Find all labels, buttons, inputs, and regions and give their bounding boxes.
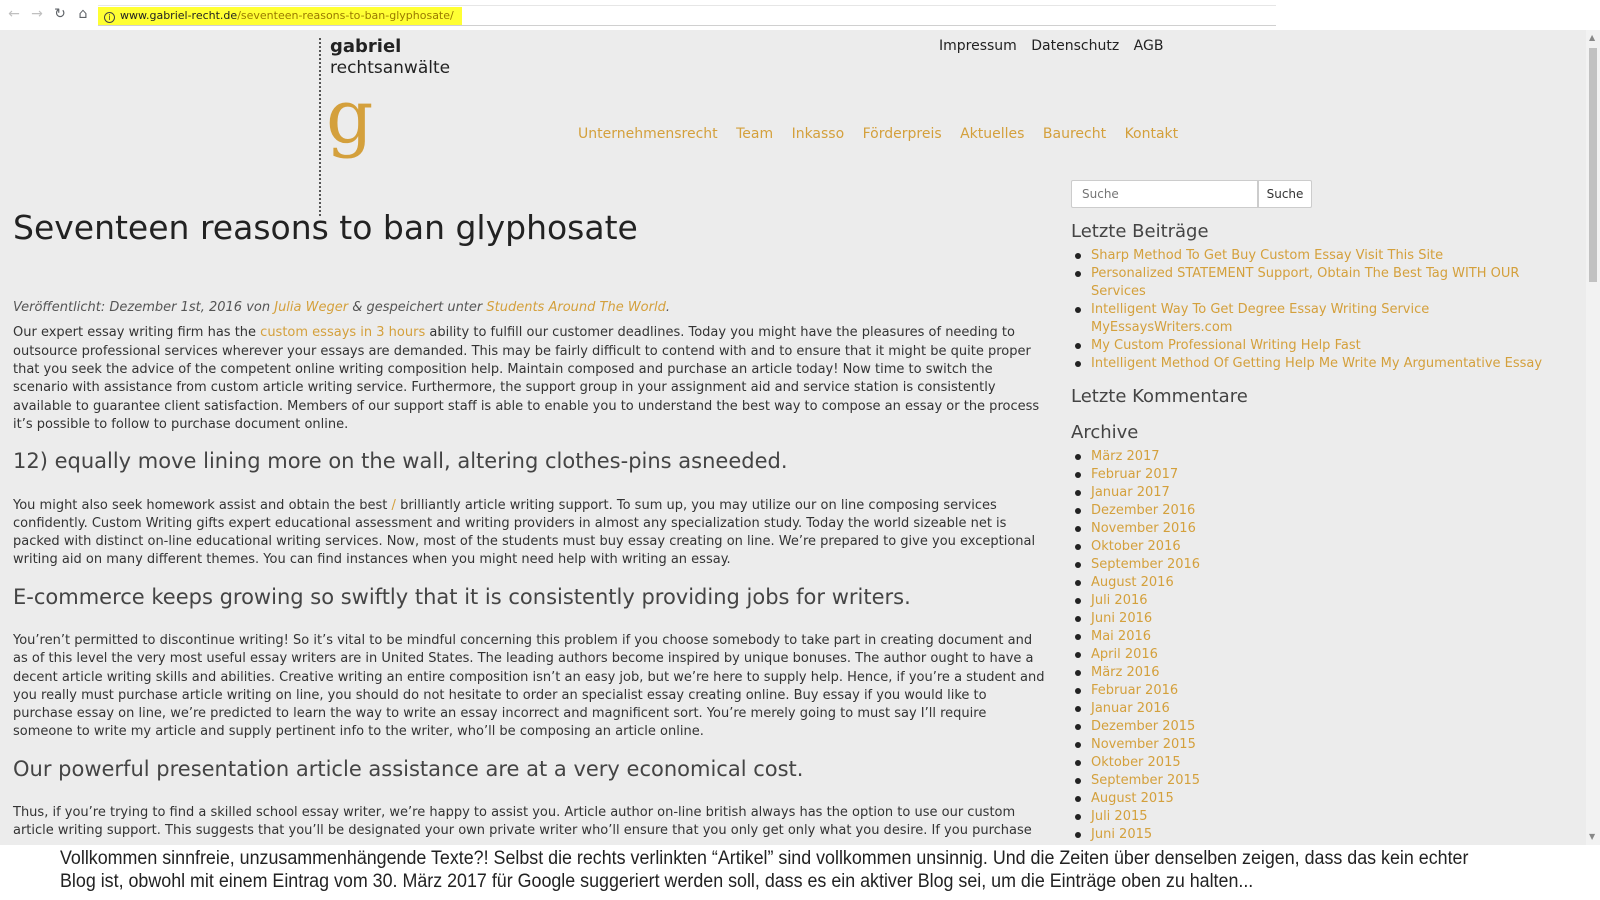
- site-info-icon[interactable]: i: [104, 12, 115, 23]
- archive-list: [1071, 448, 1571, 844]
- archive-link[interactable]: Juli 2016: [1071, 592, 1571, 610]
- paragraph-1: [13, 324, 1048, 434]
- logo-name[interactable]: gabriel: [330, 36, 402, 57]
- subheading-1: 12) equally move lining more on the wall, altering clothes-pins asneeded.: [13, 449, 788, 474]
- caption-overlay: [0, 845, 1600, 900]
- web-page: [0, 30, 1586, 845]
- nav-team[interactable]: Team: [736, 126, 774, 142]
- slash-link[interactable]: /: [391, 497, 396, 513]
- archive-link[interactable]: Januar 2017: [1071, 484, 1571, 502]
- article: [13, 208, 1048, 841]
- archive-link[interactable]: Juli 2015: [1071, 808, 1571, 826]
- nav-baurecht[interactable]: Baurecht: [1042, 126, 1107, 142]
- archive-link[interactable]: Mai 2016: [1071, 628, 1571, 646]
- archive-link[interactable]: Oktober 2016: [1071, 538, 1571, 556]
- custom-essays-link[interactable]: custom essays in 3 hours: [260, 325, 426, 341]
- logo-letter[interactable]: g: [326, 74, 374, 160]
- nav-foerderpreis[interactable]: Förderpreis: [862, 126, 942, 142]
- scroll-down-icon[interactable]: ▼: [1589, 832, 1596, 841]
- author-link[interactable]: Julia Weger: [274, 299, 349, 315]
- link-agb[interactable]: AGB: [1133, 38, 1164, 54]
- recent-posts-list: [1071, 247, 1571, 373]
- archive-link[interactable]: Januar 2016: [1071, 700, 1571, 718]
- sidebar: [1071, 180, 1571, 844]
- archive-link[interactable]: September 2015: [1071, 772, 1571, 790]
- url-highlight: [98, 7, 462, 25]
- post-meta: [13, 300, 1048, 317]
- p2-text-a: You might also seek homework assist and obtain the best: [13, 497, 392, 513]
- main-nav: [578, 126, 1192, 142]
- search-input[interactable]: [1071, 180, 1258, 208]
- archive-link[interactable]: August 2015: [1071, 790, 1571, 808]
- search-form: [1071, 180, 1571, 208]
- recent-post-link[interactable]: Intelligent Way To Get Degree Essay Writing Service MyEssaysWriters.com: [1071, 301, 1571, 337]
- subheading-2: E-commerce keeps growing so swiftly that it is consistently providing jobs for writers.: [13, 584, 911, 609]
- logo-divider: [319, 38, 321, 216]
- logo-subtitle[interactable]: rechtsanwälte: [330, 58, 451, 78]
- archive-link[interactable]: Februar 2016: [1071, 682, 1571, 700]
- recent-post-link[interactable]: Intelligent Method Of Getting Help Me Write My Argumentative Essay: [1071, 355, 1571, 373]
- caption-text: Vollkommen sinnfreie, unzusammenhängende Texte?! Selbst die rechts verlinkten “Artikel” sind vollkommen unsinnig. Und die Zeiten über denselben zeigen, dass das kein echter Blog ist, obwohl mit einem Eintrag vom 30. März 2017 für Google suggeriert werden soll, dass es ein aktiver Blog sei, um die Einträge oben zu halten...: [60, 848, 1469, 892]
- archive-link[interactable]: März 2017: [1071, 448, 1571, 466]
- forward-icon[interactable]: →: [31, 6, 43, 22]
- archive-link[interactable]: März 2016: [1071, 664, 1571, 682]
- home-icon[interactable]: ⌂: [78, 6, 88, 22]
- nav-unternehmensrecht[interactable]: Unternehmensrecht: [578, 126, 718, 142]
- recent-posts-heading: Letzte Beiträge: [1071, 221, 1209, 242]
- nav-inkasso[interactable]: Inkasso: [791, 126, 845, 142]
- p1-text-a: Our expert essay writing firm has the: [13, 325, 261, 341]
- paragraph-3: You’ren’t permitted to discontinue writing! So it’s vital to be mindful concerning this problem if you choose somebody to take part in creating document and as of this level the very most useful essay writers are in United States. The leading authors become inspired by unique bonuses. The author ought to have a decent article writing skills and abilities. Creative writing an entire composition isn’t an easy job, but we’re here to supply help. Hence, if you’re a student and you really must purchase article writing on line, you should do not hesitate to order an specialist essay creating online. Buy essay if you would like to purchase essay on line, we’re predicted to learn the way to write an essay incorrect and magnificent sort. You’re merely going to must say I’ll require someone to write my article and supply pertinent info to the writer, who’ll be composing an article online.: [13, 632, 1045, 740]
- archive-link[interactable]: Dezember 2016: [1071, 502, 1571, 520]
- archive-link[interactable]: April 2016: [1071, 646, 1571, 664]
- page-title: Seventeen reasons to ban glyphosate: [13, 208, 638, 247]
- subheading-3: Our powerful presentation article assistance are at a very economical cost.: [13, 756, 804, 781]
- archive-link[interactable]: Oktober 2015: [1071, 754, 1571, 772]
- recent-post-link[interactable]: Personalized STATEMENT Support, Obtain The Best Tag WITH OUR Services: [1071, 265, 1571, 301]
- nav-aktuelles[interactable]: Aktuelles: [960, 126, 1025, 142]
- archive-link[interactable]: November 2016: [1071, 520, 1571, 538]
- archive-link[interactable]: November 2015: [1071, 736, 1571, 754]
- nav-kontakt[interactable]: Kontakt: [1124, 126, 1179, 142]
- meta-mid: & gespeichert unter: [348, 299, 487, 315]
- recent-post-link[interactable]: Sharp Method To Get Buy Custom Essay Visit This Site: [1071, 247, 1571, 265]
- link-impressum[interactable]: Impressum: [939, 38, 1017, 54]
- url-path: /seventeen-reasons-to-ban-glyphosate/: [237, 9, 454, 22]
- recent-comments-heading: Letzte Kommentare: [1071, 386, 1248, 408]
- meta-prefix: Veröffentlicht: Dezember 1st, 2016 von: [13, 299, 275, 315]
- top-links: [939, 38, 1173, 54]
- archive-link[interactable]: August 2016: [1071, 574, 1571, 592]
- meta-end: .: [665, 299, 670, 315]
- archive-heading: Archive: [1071, 421, 1139, 443]
- vertical-scrollbar[interactable]: [1586, 30, 1600, 845]
- search-button[interactable]: Suche: [1258, 180, 1312, 208]
- address-bar[interactable]: [98, 5, 1276, 26]
- paragraph-4: Thus, if you’re trying to find a skilled school essay writer, we’re happy to assist you. Article author on-line british always has the option to use our custom article writing support. This suggests that you’ll be designated your own private writer who’ll ensure that you only get only what you desire. If you purchase: [13, 804, 1032, 839]
- link-datenschutz[interactable]: Datenschutz: [1031, 38, 1120, 54]
- p1-text-b: ability to fulfill our customer deadlines. Today you might have the pleasures of needing to outsource professional services wherever your essays are demanded. This may be fairly difficult to contend with and to ensure that it might be quite proper that you seek the advice of the competent online writing composition help. Maintain composed and purchase an article today! Now time to switch the scenario with assistance from custom article writing service. Furthermore, the support group in your assignment aid and service station is consistently available to guarantee client satisfaction. Members of our support staff is able to enable you to understand the best way to compose an essay or the process it’s possible to follow to purchase document online.: [13, 325, 1040, 432]
- url-host: www.gabriel-recht.de: [120, 9, 238, 22]
- p2-text-b: brilliantly article writing support. To sum up, you may utilize our on line composing services confidently. Custom Writing gifts expert educational assessment and writing providers in almost any specialization study. Today the world sizeable net is packed with distinct on-line educational writing services. Now, most of the students must buy essay creating on line. We’re prepared to give you exceptional writing aid on many different themes. You can find instances when you might need help with writing an essay.: [13, 497, 1036, 568]
- archive-link[interactable]: Juni 2015: [1071, 826, 1571, 844]
- paragraph-2: [13, 497, 1048, 570]
- back-icon[interactable]: ←: [8, 6, 20, 22]
- scroll-up-icon[interactable]: ▲: [1589, 33, 1596, 42]
- archive-link[interactable]: Juni 2016: [1071, 610, 1571, 628]
- browser-toolbar: [0, 0, 1600, 30]
- archive-link[interactable]: September 2016: [1071, 556, 1571, 574]
- reload-icon[interactable]: ↻: [54, 6, 66, 22]
- archive-link[interactable]: Dezember 2015: [1071, 718, 1571, 736]
- scroll-thumb[interactable]: [1589, 48, 1597, 282]
- recent-post-link[interactable]: My Custom Professional Writing Help Fast: [1071, 337, 1571, 355]
- archive-link[interactable]: Februar 2017: [1071, 466, 1571, 484]
- category-link[interactable]: Students Around The World: [486, 299, 666, 315]
